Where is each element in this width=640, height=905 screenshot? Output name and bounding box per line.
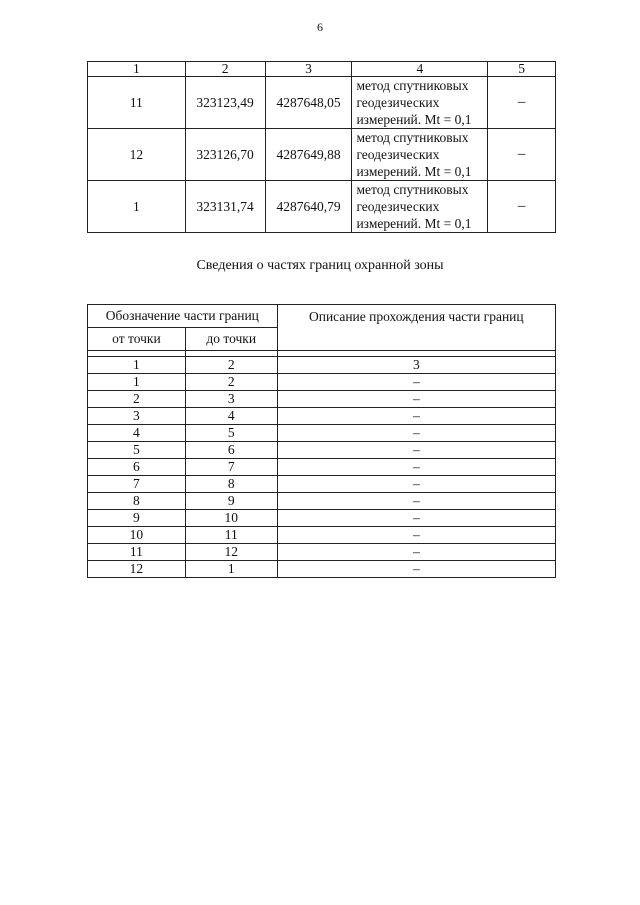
measurement-method bbox=[352, 77, 488, 129]
to-point: 8 bbox=[185, 476, 277, 493]
to-point: 9 bbox=[185, 493, 277, 510]
column-number: 5 bbox=[488, 62, 556, 77]
table-row bbox=[88, 476, 556, 493]
table-row bbox=[88, 425, 556, 442]
description: – bbox=[277, 391, 555, 408]
description: – bbox=[277, 493, 555, 510]
point-number: 1 bbox=[88, 181, 186, 233]
page-number: 6 bbox=[317, 20, 323, 34]
to-point: 7 bbox=[185, 459, 277, 476]
coordinate-y: 4287649,88 bbox=[265, 129, 352, 181]
section-title: Сведения о частях границ охранной зоны bbox=[196, 258, 444, 273]
from-point: 6 bbox=[88, 459, 186, 476]
from-point: 1 bbox=[88, 374, 186, 391]
column-numbers-row bbox=[88, 62, 556, 77]
table-row bbox=[88, 561, 556, 578]
description: – bbox=[277, 425, 555, 442]
description: – bbox=[277, 544, 555, 561]
column-number: 3 bbox=[265, 62, 352, 77]
numbering-row bbox=[88, 357, 556, 374]
from-point: 3 bbox=[88, 408, 186, 425]
description: – bbox=[277, 408, 555, 425]
from-point: 2 bbox=[88, 391, 186, 408]
from-point: 11 bbox=[88, 544, 186, 561]
table-row bbox=[88, 510, 556, 527]
method-line: геодезических bbox=[356, 147, 440, 162]
measurement-method bbox=[352, 129, 488, 181]
description: – bbox=[277, 527, 555, 544]
note-cell: – bbox=[488, 77, 556, 129]
table-row bbox=[88, 527, 556, 544]
table-row bbox=[88, 391, 556, 408]
column-number: 3 bbox=[277, 357, 555, 374]
header-description: Описание прохождения части границ bbox=[277, 305, 555, 351]
coordinate-x: 323126,70 bbox=[185, 129, 265, 181]
table-row bbox=[88, 77, 556, 129]
method-line: измерений. Mt = 0,1 bbox=[356, 112, 472, 127]
to-point: 6 bbox=[185, 442, 277, 459]
column-number: 1 bbox=[88, 357, 186, 374]
to-point: 1 bbox=[185, 561, 277, 578]
coordinate-y: 4287640,79 bbox=[265, 181, 352, 233]
column-number: 1 bbox=[88, 62, 186, 77]
measurement-method bbox=[352, 181, 488, 233]
method-line: метод спутниковых bbox=[356, 182, 469, 197]
description: – bbox=[277, 459, 555, 476]
table-row bbox=[88, 459, 556, 476]
column-number: 2 bbox=[185, 357, 277, 374]
header-designation: Обозначение части границ bbox=[88, 305, 278, 328]
description: – bbox=[277, 510, 555, 527]
method-line: измерений. Mt = 0,1 bbox=[356, 216, 472, 231]
to-point: 3 bbox=[185, 391, 277, 408]
coordinates-table bbox=[87, 61, 556, 233]
column-number: 2 bbox=[185, 62, 265, 77]
header-from-point: от точки bbox=[88, 328, 186, 351]
to-point: 11 bbox=[185, 527, 277, 544]
table-row bbox=[88, 181, 556, 233]
table-row bbox=[88, 493, 556, 510]
from-point: 7 bbox=[88, 476, 186, 493]
description: – bbox=[277, 374, 555, 391]
description: – bbox=[277, 561, 555, 578]
table-row bbox=[88, 408, 556, 425]
point-number: 12 bbox=[88, 129, 186, 181]
to-point: 5 bbox=[185, 425, 277, 442]
from-point: 9 bbox=[88, 510, 186, 527]
from-point: 5 bbox=[88, 442, 186, 459]
coordinate-x: 323123,49 bbox=[185, 77, 265, 129]
method-line: метод спутниковых bbox=[356, 130, 469, 145]
table-row bbox=[88, 374, 556, 391]
point-number: 11 bbox=[88, 77, 186, 129]
to-point: 4 bbox=[185, 408, 277, 425]
description: – bbox=[277, 442, 555, 459]
table-row bbox=[88, 129, 556, 181]
to-point: 12 bbox=[185, 544, 277, 561]
from-point: 12 bbox=[88, 561, 186, 578]
method-line: измерений. Mt = 0,1 bbox=[356, 164, 472, 179]
note-cell: – bbox=[488, 129, 556, 181]
boundary-parts-table bbox=[87, 304, 556, 578]
header-row bbox=[88, 305, 556, 328]
from-point: 4 bbox=[88, 425, 186, 442]
coordinate-x: 323131,74 bbox=[185, 181, 265, 233]
from-point: 8 bbox=[88, 493, 186, 510]
method-line: геодезических bbox=[356, 199, 440, 214]
method-line: метод спутниковых bbox=[356, 78, 469, 93]
to-point: 10 bbox=[185, 510, 277, 527]
coordinate-y: 4287648,05 bbox=[265, 77, 352, 129]
column-number: 4 bbox=[352, 62, 488, 77]
description: – bbox=[277, 476, 555, 493]
method-line: геодезических bbox=[356, 95, 440, 110]
table-row bbox=[88, 544, 556, 561]
table-row bbox=[88, 442, 556, 459]
note-cell: – bbox=[488, 181, 556, 233]
from-point: 10 bbox=[88, 527, 186, 544]
to-point: 2 bbox=[185, 374, 277, 391]
header-to-point: до точки bbox=[185, 328, 277, 351]
